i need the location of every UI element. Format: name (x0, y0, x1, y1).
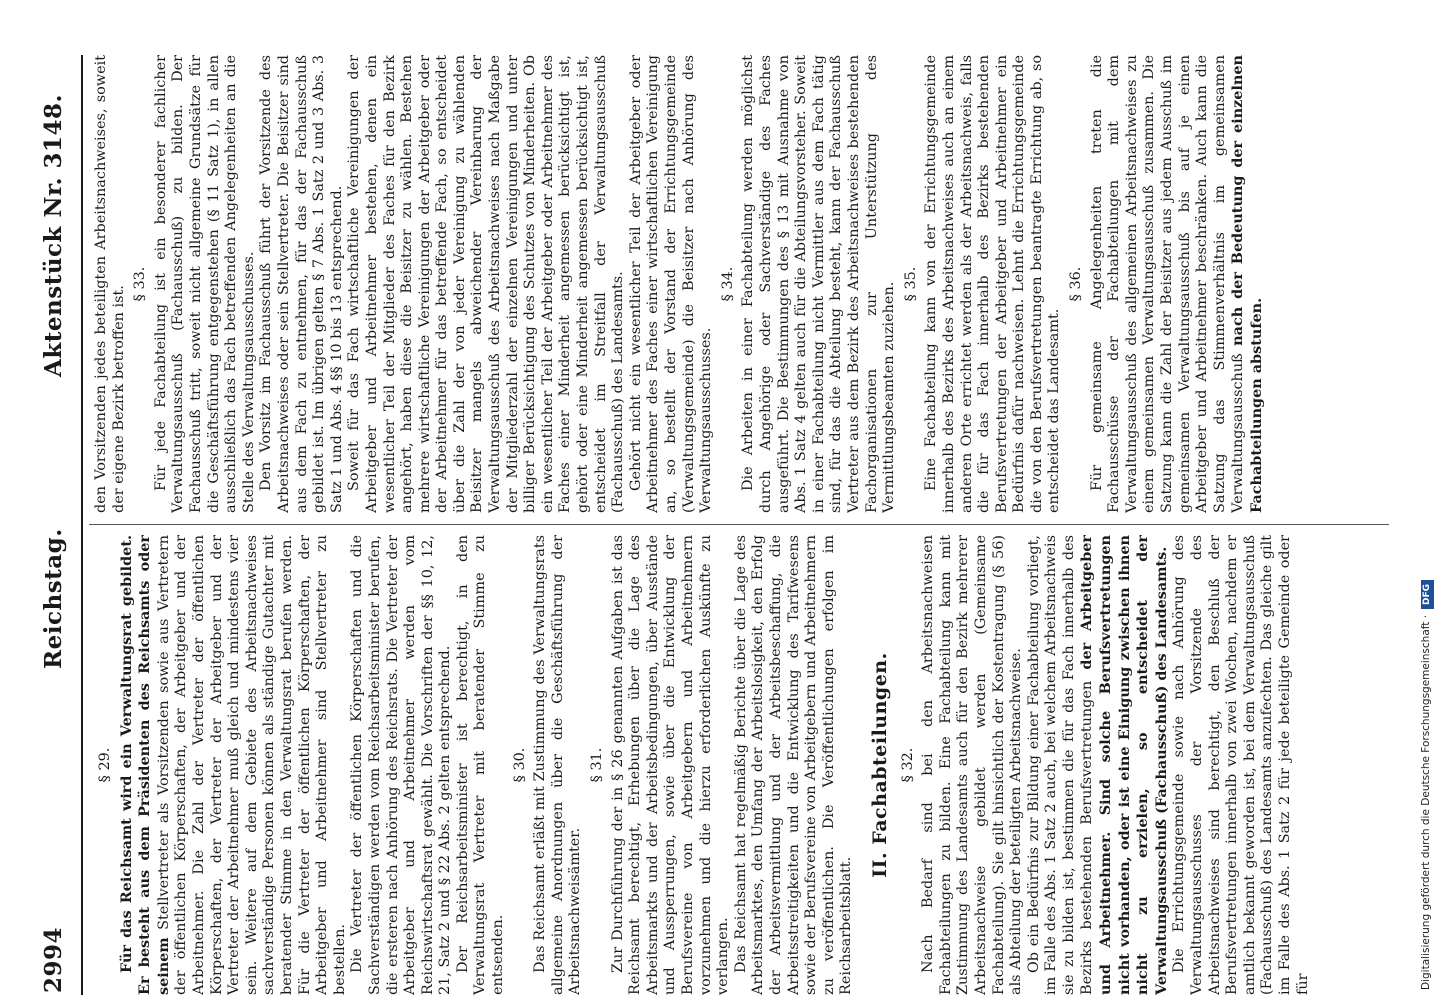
rotated-document-page (41, 55, 1401, 995)
section-29-paragraph-3: Der Reichsarbeitsminister ist berechtigt, in den Verwaltungsrat Vertreter mit beratender Stimme zu entsenden. (454, 535, 507, 995)
part-2-heading: II. Fachabteilungen. (868, 652, 891, 878)
section-29-title: § 29. (97, 747, 113, 783)
section-31-paragraph-1: Zur Durchführung der in § 26 genannten Aufgaben ist das Reichsamt berechtigt, Erhebungen über die Lage des Arbeitsmarkts und der Arbeitsbedingungen, über Ausstände und Aussperrungen, sowie über die Entwicklung der Berufsvereine von Arbeitgebern und Arbeitnehmern vorzunehmen und die hierzu erforderlichen Auskünfte zu verlangen. (609, 535, 732, 995)
carry-over-text: den Vorsitzenden jedes beteiligten Arbeitsnachweises, soweit der eigene Bezirk betroffen ist. (93, 55, 127, 513)
section-30-title: § 30. (511, 747, 528, 783)
section-34-paragraph-1: Die Arbeiten in einer Fachabteilung werden möglichst durch Angehörige oder Sachverständige des Faches ausgeführt. Die Bestimmungen des § 13 mit Ausnahme von Abs. 1 Satz 4 gelten auch für die Abteilungsvorsteher. Soweit in einer Fachabteilung nicht Vermittler aus dem Fach tätig sind, für das die Abteilung besteht, kann der Fachausschuß Vertreter aus dem Bezirk des Arbeitsnachweises bestehenden Fachorganisationen zur Unterstützung des Vermittlungsbeamten zuziehen. (740, 55, 898, 513)
section-36-paragraph-1-rest: Für gemeinsame Angelegenheiten treten die Fachausschüsse der Fachabteilungen mit dem Verwaltungsausschuß des allgemeinen Arbeitsnachweises zu einem gemeinsamen Verwaltungsausschuß zusammen. Die Satzung kann die Zahl der Beisitzer aus jedem Ausschuß im gemeinsamen Verwaltungsausschuß bis auf je einen Arbeitgeber und Arbeitnehmer beschränken. Auch kann die Satzung das Stimmenverhältnis im gemeinsamen Verwaltungsausschuß (1088, 55, 1247, 513)
header-document-number: Aktenstück Nr. 3148. (40, 93, 67, 377)
section-29-paragraph-1-rest: Stellvertreter als Vorsitzenden sowie aus Vertretern der öffentlichen Körperschaften, der Arbeitgeber und der Arbeitnehmer. Die Zahl der Vertreter der öffentlichen Körperschaften, der Vertreter der Arbeitgeber und der Vertreter der Arbeitnehmer muß gleich und mindestens vier sein. Weitere auf dem Gebiete des Arbeitsnachweises sachverständige Personen können als ständige Gutachter mit beratender Stimme in den Verwaltungsrat berufen werden. Für die Vertreter der öffentlichen Körperschaften, der Arbeitgeber und Arbeitnehmer sind Stellvertreter zu bestellen. (155, 535, 348, 995)
section-33-title: § 33. (132, 266, 149, 302)
column-divider (89, 524, 1389, 525)
right-column (93, 55, 1393, 513)
section-29-paragraph-2: Die Vertreter der öffentlichen Körperschaften und die Sachverständigen werden vom Reichsarbeitsminister berufen, die ersteren nach Anhörung des Reichsrats. Die Vertreter der Arbeitgeber und Arbeitnehmer werden vom Reichswirtschaftsrat gewählt. Die Vorschriften der §§ 10, 12, 21, Satz 2 und § 22 Abs. 2 gelten entsprechend. (349, 535, 454, 995)
section-33-paragraph-3: Soweit für das Fach wirtschaftliche Vereinigungen der Arbeitgeber und Arbeitnehmer bestehen, denen ein wesentlicher Teil der Mitglieder des Faches für den Bezirk angehört, haben diese die Beisitzer zu wählen. Bestehen mehrere wirtschaftliche Vereinigungen der Arbeitgeber oder der Arbeitnehmer für das betreffende Fach, so entscheidet über die Zahl der von jeder Vereinigung zu wählenden Beisitzer mangels abweichender Vereinbarung der Verwaltungsausschuß des Arbeitsnachweises nach Maßgabe der Mitgliederzahl der einzelnen Vereinigungen und unter billiger Berücksichtigung des Schutzes von Minderheiten. Ob ein wesentlicher Teil der Arbeitgeber oder Arbeitnehmer des Faches einer Minderheit angemessen berücksichtigt ist, gehört oder eine Minderheit angemessen berücksichtigt ist, entscheidet im Streitfall der Verwaltungsausschuß (Fachausschuß) des Landesamts. (346, 55, 627, 513)
page-number: 2994 (40, 926, 67, 993)
header-reichstag: Reichstag. (40, 528, 67, 669)
section-33-paragraph-4: Gehört nicht ein wesentlicher Teil der Arbeitgeber oder Arbeitnehmer des Faches einer wirtschaftlichen Vereinigung an, so bestellt der Vorstand der Errichtungsgemeinde (Verwaltungsgemeinde) die Beisitzer nach Anhörung des Verwaltungsausschusses. (627, 55, 715, 513)
section-29-bold-lead: Für das Reichsamt wird ein Verwaltungsrat gebildet. Er besteht aus dem Präsidenten des Reichsamts oder seinem (117, 535, 172, 995)
section-29-paragraph-1 (118, 535, 350, 995)
section-32-bold-passage: der Arbeitgeber und Arbeitnehmer. Sind solche Berufsvertretungen nicht vorhanden, oder ist eine Einigung zwischen ihnen nicht zu erzielen, so entscheidet der Verwaltungsausschuß (Fachausschuß) des Landesamts. (1078, 535, 1170, 995)
dfg-logo: DFG (1421, 580, 1434, 609)
section-33-paragraph-2: Den Vorsitz im Fachausschuß führt der Vorsitzende des Arbeitsnachweises oder sein Stellvertreter. Die Beisitzer sind aus dem Fach zu entnehmen, für das der Fachausschuß gebildet ist. Im übrigen gelten § 7 Abs. 1 Satz 2 und 3 Abs. 3 Satz 1 und Abs. 4 §§ 10 bis 13 entsprechend. (258, 55, 345, 513)
section-34-title: § 34. (719, 266, 736, 302)
section-33-paragraph-1: Für jede Fachabteilung ist ein besonderer fachlicher Verwaltungsausschuß (Fachausschuß) zu bilden. Der Fachausschuß tritt, soweit nicht allgemeine Grundsätze für die Geschäftsführung entgegenstehen (§ 11 Satz 1), in allen ausschließlich das Fach betreffenden Angelegenheiten an die Stelle des Verwaltungsausschusses. (152, 55, 257, 513)
page-header (41, 55, 83, 995)
left-column (93, 535, 1393, 995)
section-32-paragraph-2 (1026, 535, 1172, 995)
section-32-title: § 32. (899, 747, 916, 783)
section-30-paragraph-1: Das Reichsamt erläßt mit Zustimmung des Verwaltungsrats allgemeine Anordnungen über die Geschäftsführung der Arbeitsnachweisämter. (532, 535, 584, 995)
digitization-credit (1418, 10, 1434, 990)
digitization-credit-text: Digitalisierung gefördert durch die Deutsche Forschungsgemeinschaft · (1420, 614, 1432, 990)
section-36-paragraph-1 (1089, 55, 1267, 513)
section-36-bold-ending: nach der Bedeutung der einzelnen Fachabteilungen abstufen. (1229, 55, 1265, 513)
section-32-paragraph-3: Die Errichtungsgemeinde sowie nach Anhörung des Verwaltungsausschusses der Vorsitzende des Arbeitsnachweises sind berechtigt, den Beschluß der Berufsvertretungen innerhalb von zwei Wochen, nachdem er amtlich bekannt geworden ist, bei dem Verwaltungsausschuß (Fachausschuß) des Landesamts anzufechten. Das gleiche gilt im Falle des Abs. 1 Satz 2 für jede beteiligte Gemeinde oder für (1171, 535, 1311, 995)
section-36-title: § 36. (1068, 266, 1085, 302)
section-35-title: § 35. (902, 266, 919, 302)
section-31-title: § 31. (589, 747, 606, 783)
section-32-paragraph-2-rest: Ob ein Bedürfnis zur Bildung einer Fachabteilung vorliegt, im Falle des Abs. 1 Satz 2 auch, bei welchem Arbeitsnachweis sie zu bilden ist, bestimmen die für das Fach innerhalb des Bezirks bestehenden Berufsvertretungen (1025, 535, 1096, 995)
section-31-paragraph-2: Das Reichsamt hat regelmäßig Berichte über die Lage des Arbeitsmarktes, den Umfang der Arbeitslosigkeit, den Erfolg der Arbeitsvermittlung und der Arbeitsbeschaffung, die Arbeitsstreitigkeiten und die Entwicklung des Tarifwesens sowie der Berufsvereine von Arbeitgebern und Arbeitnehmern zu veröffentlichen. Die Veröffentlichungen erfolgen im Reichsarbeitsblatt. (732, 535, 855, 995)
section-35-paragraph-1: Eine Fachabteilung kann von der Errichtungsgemeinde innerhalb des Bezirks des Arbeitsnachweises auch an einem anderen Orte errichtet werden als der Arbeitsnachweis, falls die für das Fach innerhalb des Bezirks bestehenden Berufsvertretungen der Arbeitgeber und Arbeitnehmer ein Bedürfnis dafür nachweisen. Lehnt die Errichtungsgemeinde die von den Berufsvertretungen beantragte Errichtung ab, so entscheidet das Landesamt. (923, 55, 1063, 513)
section-32-paragraph-1: Nach Bedarf sind bei den Arbeitsnachweisen Fachabteilungen zu bilden. Eine Fachabteilung kann mit Zustimmung des Landesamts auch für den Bezirk mehrerer Arbeitsnachweise gebildet werden (Gemeinsame Fachabteilung). Sie gilt hinsichtlich der Kostentragung (§ 56) als Abteilung der beteiligten Arbeitsnachweise. (920, 535, 1025, 995)
watermark-strip (1418, 0, 1434, 1000)
